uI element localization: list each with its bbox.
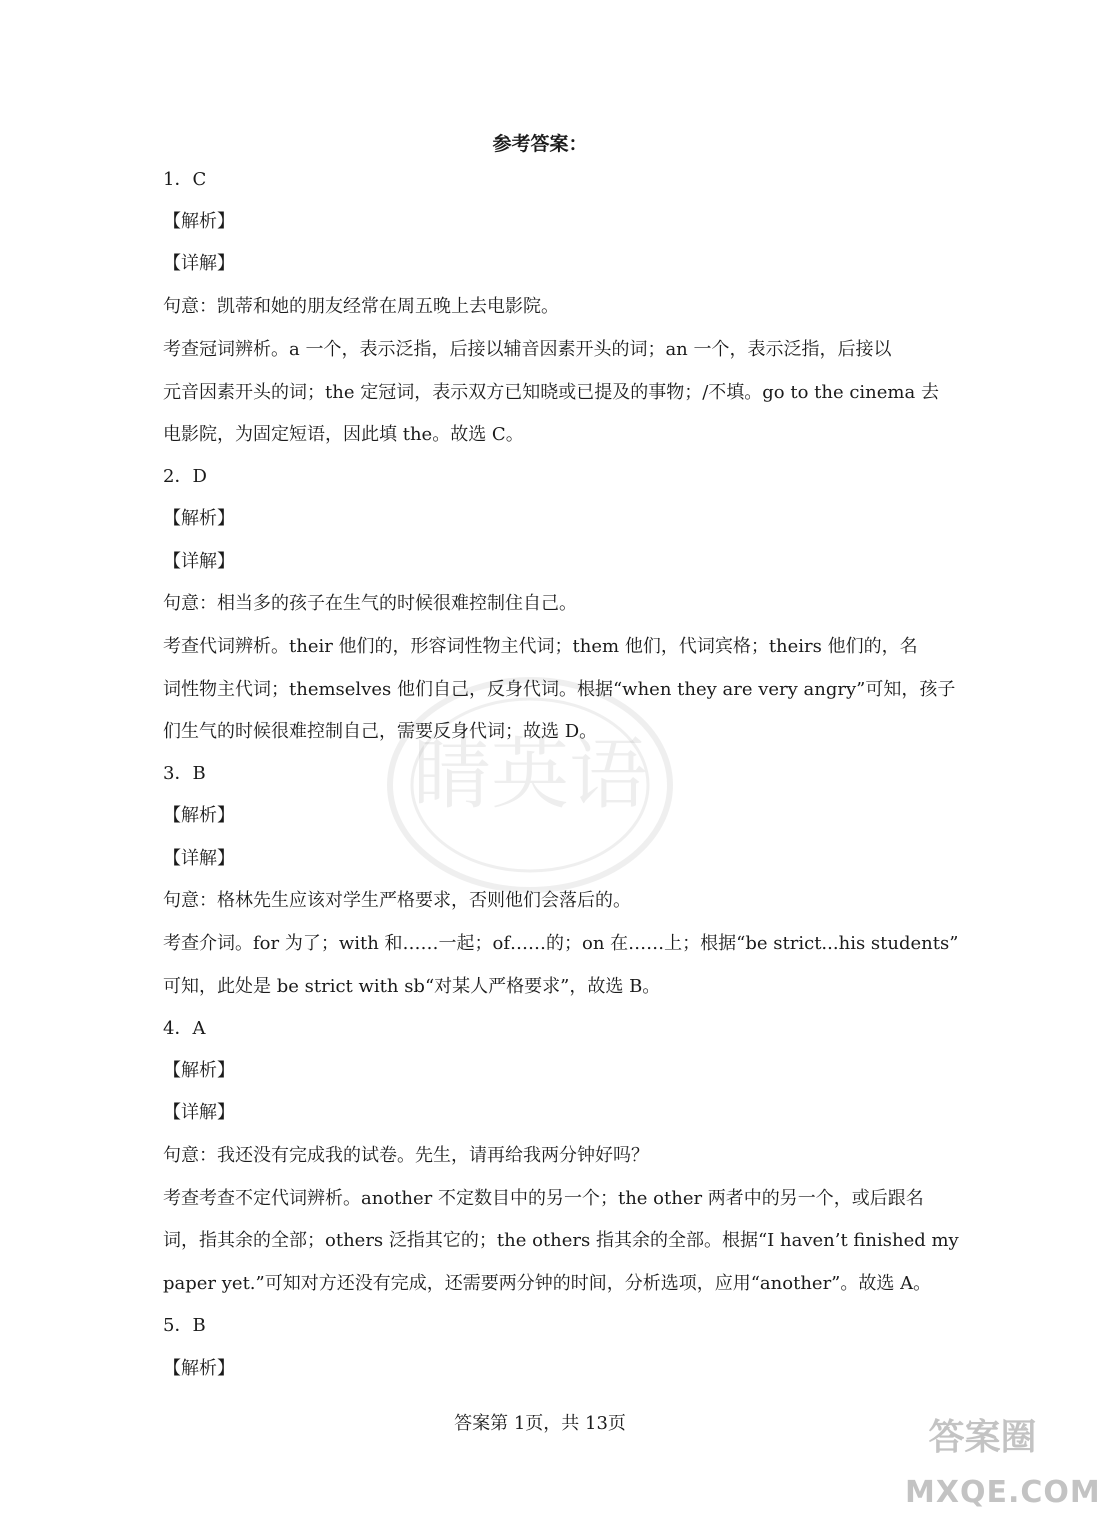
analysis-tag: 【解析】 bbox=[163, 1060, 235, 1081]
explanation-line: 考查代词辨析。their 他们的，形容词性物主代词；them 他们，代词宾格；theirs 他们的，名 bbox=[163, 636, 918, 657]
detail-tag: 【详解】 bbox=[163, 253, 235, 274]
analysis-tag: 【解析】 bbox=[163, 508, 235, 529]
explanation-line: 们生气的时候很难控制自己，需要反身代词；故选 D。 bbox=[163, 721, 598, 742]
sentence-meaning: 句意：格林先生应该对学生严格要求，否则他们会落后的。 bbox=[163, 890, 631, 911]
explanation-line: 可知，此处是 be strict with sb“对某人严格要求”，故选 B。 bbox=[163, 976, 661, 997]
sentence-meaning: 句意：我还没有完成我的试卷。先生，请再给我两分钟好吗？ bbox=[163, 1145, 649, 1166]
explanation-line: 考查介词。for 为了；with 和……一起；of……的；on 在……上；根据“be strict...his students” bbox=[163, 933, 959, 954]
explanation-line: 词，指其余的全部；others 泛指其它的；the others 指其余的全部。根据“I haven’t finished my bbox=[163, 1230, 959, 1251]
logo-site-text: MXQE.COM bbox=[905, 1475, 1101, 1510]
sentence-meaning: 句意：凯蒂和她的朋友经常在周五晚上去电影院。 bbox=[163, 296, 559, 317]
site-logo bbox=[905, 1409, 1101, 1519]
sentence-meaning: 句意：相当多的孩子在生气的时候很难控制住自己。 bbox=[163, 593, 577, 614]
explanation-line: paper yet.”可知对方还没有完成，还需要两分钟的时间，分析选项，应用“another”。故选 A。 bbox=[163, 1273, 932, 1294]
explanation-line: 考查冠词辨析。a 一个，表示泛指，后接以辅音因素开头的词；an 一个，表示泛指，后接以 bbox=[163, 339, 892, 360]
detail-tag: 【详解】 bbox=[163, 848, 235, 869]
logo-top-text: 答案圈 bbox=[928, 1417, 1037, 1458]
analysis-tag: 【解析】 bbox=[163, 211, 235, 232]
explanation-line: 元音因素开头的词；the 定冠词，表示双方已知晓或已提及的事物；/不填。go to the cinema 去 bbox=[163, 382, 939, 403]
answer-number: 5．B bbox=[163, 1315, 206, 1336]
detail-tag: 【详解】 bbox=[163, 1102, 235, 1123]
answer-number: 4．A bbox=[163, 1018, 206, 1039]
answer-number: 2．D bbox=[163, 466, 207, 487]
analysis-tag: 【解析】 bbox=[163, 1358, 235, 1379]
detail-tag: 【详解】 bbox=[163, 551, 235, 572]
watermark-text: 睛英语 bbox=[412, 730, 647, 820]
analysis-tag: 【解析】 bbox=[163, 805, 235, 826]
page-footer: 答案第 1页，共 13页 bbox=[454, 1413, 626, 1434]
page-title: 参考答案： bbox=[492, 133, 588, 155]
explanation-line: 词性物主代词；themselves 他们自己，反身代词。根据“when they are very angry”可知，孩子 bbox=[163, 679, 956, 700]
explanation-line: 考查考查不定代词辨析。another 不定数目中的另一个；the other 两者中的另一个，或后跟名 bbox=[163, 1188, 924, 1209]
answer-number: 1．C bbox=[163, 169, 207, 190]
answer-number: 3．B bbox=[163, 763, 206, 784]
explanation-line: 电影院，为固定短语，因此填 the。故选 C。 bbox=[163, 424, 524, 445]
